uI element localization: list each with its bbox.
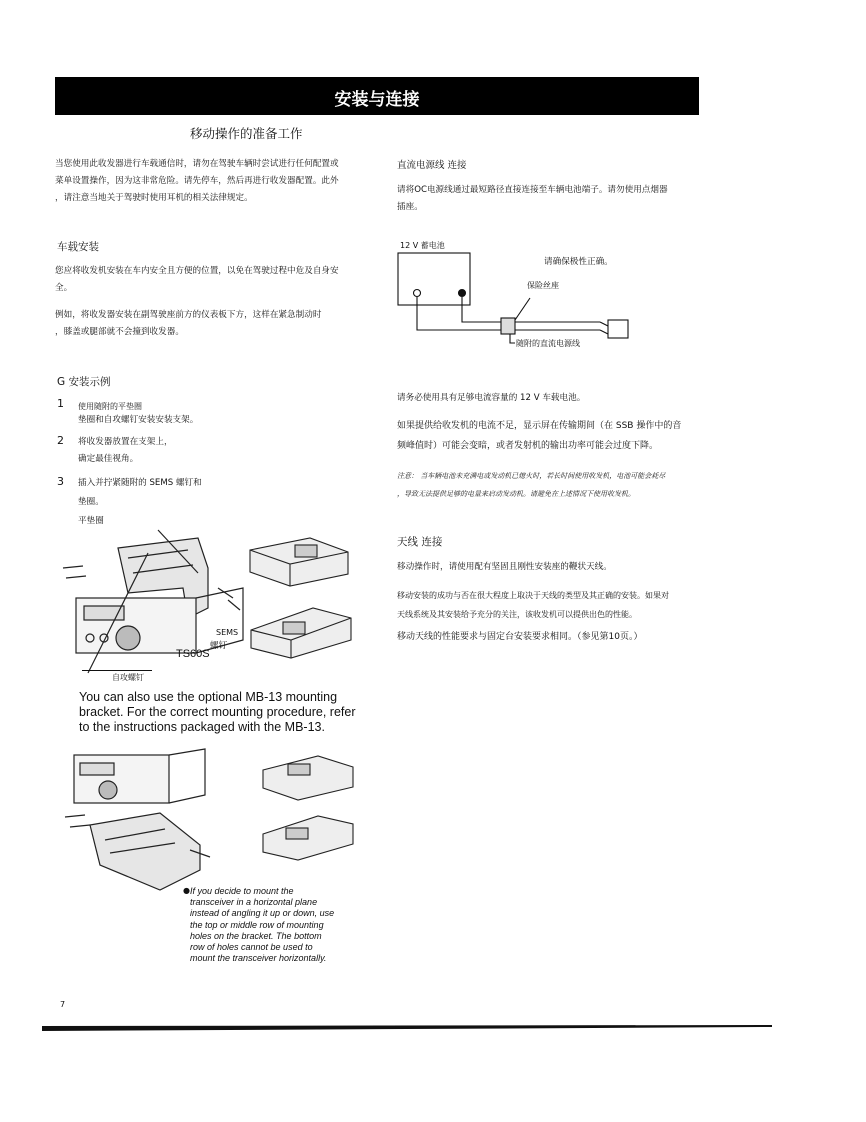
self-tap-text: 自攻螺钉 <box>112 673 144 682</box>
caution-line: 注意： 当车辆电池未充满电或发动机已熄火时，若长时间使用收发机，电池可能会耗尽 <box>397 472 666 480</box>
mounted-view-illustration <box>240 530 355 590</box>
step-line: 垫圈。 <box>78 497 104 507</box>
note-line: row of holes cannot be used to <box>190 942 313 953</box>
intro-line: 当您使用此收发器进行车载通信时，请勿在驾驶车辆时尝试进行任何配置或 <box>55 159 339 169</box>
intro-line: 菜单设置操作，因为这非常危险。请先停车，然后再进行收发器配置。此外 <box>55 176 339 186</box>
self-tap-label <box>82 670 152 683</box>
intro-line: ，请注意当地关于驾驶时使用耳机的相关法律规定。 <box>55 193 253 203</box>
antenna-line: 移动安装的成功与否在很大程度上取决于天线的类型及其正确的安装。如果对 <box>397 591 669 600</box>
step-line: 确定最佳视角。 <box>78 454 139 464</box>
mb13-paragraph <box>79 690 356 735</box>
note-line: transceiver in a horizontal plane <box>190 897 318 908</box>
bullet-icon: ● <box>183 886 190 895</box>
current-line: 如果提供给收发机的电流不足，显示屏在传输期间（在 SSB 操作中的音 <box>397 421 682 431</box>
mb13-illustration <box>60 745 230 900</box>
step-text <box>78 475 202 511</box>
page-title: 安装与连接 <box>334 90 420 110</box>
flat-washer-label: 平垫圈 <box>78 516 104 526</box>
example-heading: G 安装示例 <box>57 376 111 388</box>
intro-paragraph <box>55 156 375 207</box>
horizontal-mount-note <box>190 886 334 964</box>
mb13-line: to the instructions packaged with the MB-13. <box>79 720 325 734</box>
step-number: 1 <box>57 397 64 410</box>
step-line: 使用随附的平垫圈 <box>78 402 142 411</box>
model-label: TS60S <box>176 648 210 660</box>
note-line: the top or middle row of mounting <box>190 919 324 930</box>
mb13-side-view <box>258 752 358 802</box>
mb13-line: bracket. For the correct mounting procedure, refer <box>79 705 356 719</box>
vehicle-line: 全。 <box>55 283 73 293</box>
dc-wiring-diagram <box>395 248 635 348</box>
step-text <box>78 434 173 468</box>
mb13-line: You can also use the optional MB-13 mounting <box>79 690 338 704</box>
mb13-side-view <box>258 812 358 862</box>
note-line: If you decide to mount the <box>190 886 294 896</box>
note-line: mount the transceiver horizontally. <box>190 953 327 964</box>
dc-heading: 直流电源线 连接 <box>397 160 467 171</box>
antenna-line: 天线系统及其安装给予充分的关注，该收发机可以提供出色的性能。 <box>397 610 637 619</box>
vehicle-paragraph-2 <box>55 307 375 341</box>
battery-label: 12 V 蓄电池 <box>400 241 445 250</box>
current-paragraph <box>397 416 707 456</box>
dc-line: 插座。 <box>397 202 423 212</box>
dc-paragraph <box>397 182 697 216</box>
vehicle-paragraph-1 <box>55 263 375 297</box>
page-number: 7 <box>60 1000 66 1009</box>
step-line: 垫圈和自攻螺钉安装安装支架。 <box>78 415 199 425</box>
note-line: instead of angling it up or down, use <box>190 908 335 919</box>
sems-label: SEMS <box>216 628 239 637</box>
antenna-paragraph-2 <box>397 586 669 624</box>
vehicle-heading: 车载安装 <box>57 241 99 253</box>
current-line: 频峰值时）可能会变暗，或者发射机的输出功率可能会过度下降。 <box>397 441 659 451</box>
dc-line: 请将OC电源线通过最短路径直接连接至车辆电池端子。请勿使用点烟器 <box>397 185 668 195</box>
step-line: 插入并拧紧随附的 SEMS 螺钉和 <box>78 478 202 488</box>
header-banner <box>55 77 699 115</box>
section-subtitle: 移动操作的准备工作 <box>190 126 303 141</box>
vehicle-line: 您应将收发机安装在车内安全且方便的位置，以免在驾驶过程中危及自身安 <box>55 266 339 276</box>
step-text <box>78 398 198 429</box>
caution-line: ，导致无法提供足够的电量来启动发动机。请避免在上述情况下使用收发机。 <box>397 490 635 498</box>
note-line: holes on the bracket. The bottom <box>190 930 322 941</box>
fuse-label: 保险丝座 <box>527 281 559 290</box>
vehicle-line: 例如，将收发器安装在副驾驶座前方的仪表板下方，这样在紧急制动时 <box>55 310 322 320</box>
step-line: 将收发器放置在支架上， <box>78 437 173 447</box>
antenna-paragraph-1: 移动操作时，请使用配有坚固且刚性安装座的鞭状天线。 <box>397 562 612 572</box>
antenna-paragraph-3: 移动天线的性能要求与固定台安装要求相同。（参见第10页。） <box>397 632 643 642</box>
step-number: 2 <box>57 434 64 447</box>
caution-note <box>397 467 665 503</box>
polarity-label: 请确保极性正确。 <box>544 257 613 267</box>
battery-note: 请务必使用具有足够电流容量的 12 V 车载电池。 <box>397 393 586 403</box>
screw-label: 螺钉 <box>210 641 228 651</box>
vehicle-line: ，膝盖或腿部就不会撞到收发器。 <box>55 327 184 337</box>
step-number: 3 <box>57 475 64 488</box>
cable-label: 随附的直流电源线 <box>516 339 580 348</box>
footer-rule <box>42 1025 772 1031</box>
mounted-view-illustration <box>243 600 358 660</box>
antenna-heading: 天线 连接 <box>397 536 443 548</box>
